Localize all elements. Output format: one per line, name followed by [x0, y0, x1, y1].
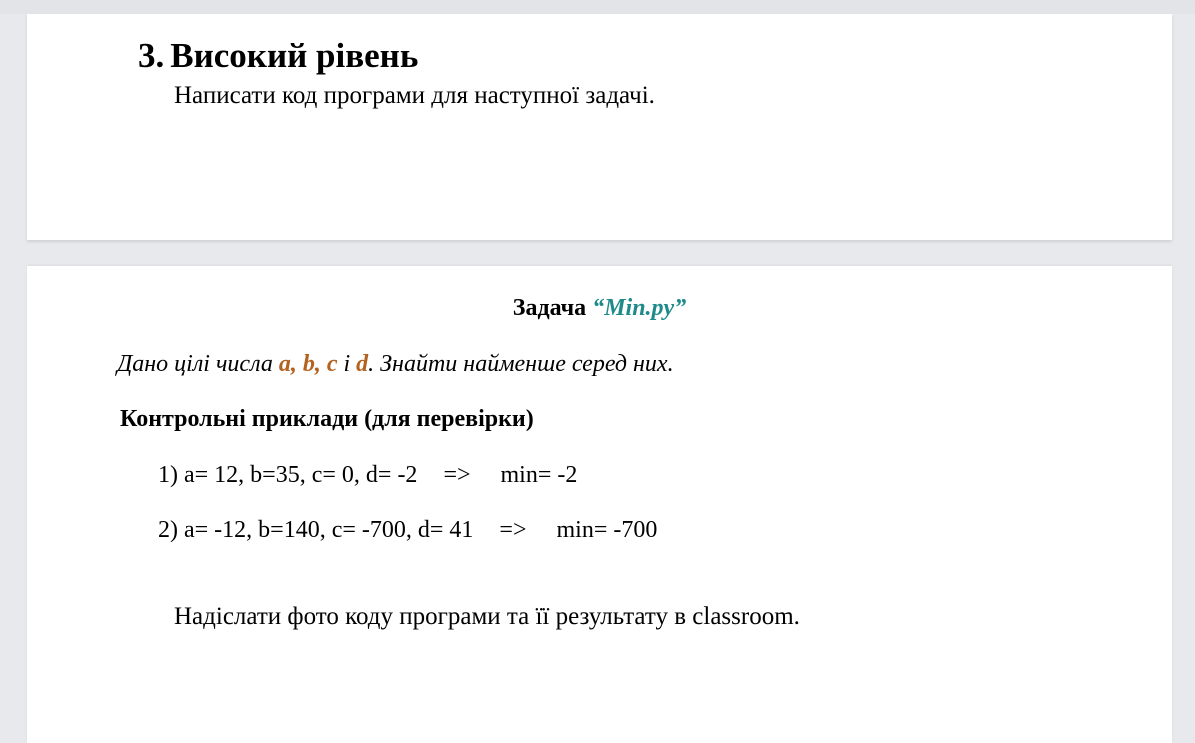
- submission-note: Надіслати фото коду програми та її результату в classroom.: [174, 603, 800, 630]
- variable-d: d: [356, 351, 369, 377]
- document-page-2: [27, 266, 1172, 743]
- statement-prefix: Дано цілі числа: [117, 351, 279, 377]
- task-label: Задача: [512, 295, 587, 321]
- viewer-top-bar: [0, 0, 1195, 14]
- task-title: [27, 293, 1172, 323]
- section-number: 3.: [138, 36, 165, 75]
- document-page-1: [27, 14, 1172, 240]
- example-input: 2) a= -12, b=140, c= -700, d= 41: [158, 517, 474, 543]
- example-result: min= -700: [556, 517, 658, 543]
- task-statement: [117, 349, 674, 379]
- example-arrow: =>: [443, 462, 471, 488]
- variable-c: c: [326, 351, 338, 377]
- statement-suffix: . Знайти найменше серед них.: [368, 351, 674, 377]
- statement-comma-1: ,: [290, 351, 303, 377]
- section-intro: Написати код програми для наступної задачі.: [174, 82, 655, 109]
- control-example-2: [158, 515, 657, 545]
- example-input: 1) a= 12, b=35, c= 0, d= -2: [158, 462, 418, 488]
- variable-b: b: [302, 351, 315, 377]
- task-filename: “Min.py”: [592, 295, 687, 321]
- section-title: Високий рівень: [170, 36, 419, 75]
- control-examples-heading: Контрольні приклади (для перевірки): [120, 406, 534, 432]
- statement-and: і: [337, 351, 357, 377]
- variable-a: a: [278, 351, 291, 377]
- statement-comma-2: ,: [314, 351, 327, 377]
- example-result: min= -2: [500, 462, 578, 488]
- example-arrow: =>: [499, 517, 527, 543]
- section-heading: [138, 36, 418, 76]
- control-example-1: [158, 460, 577, 490]
